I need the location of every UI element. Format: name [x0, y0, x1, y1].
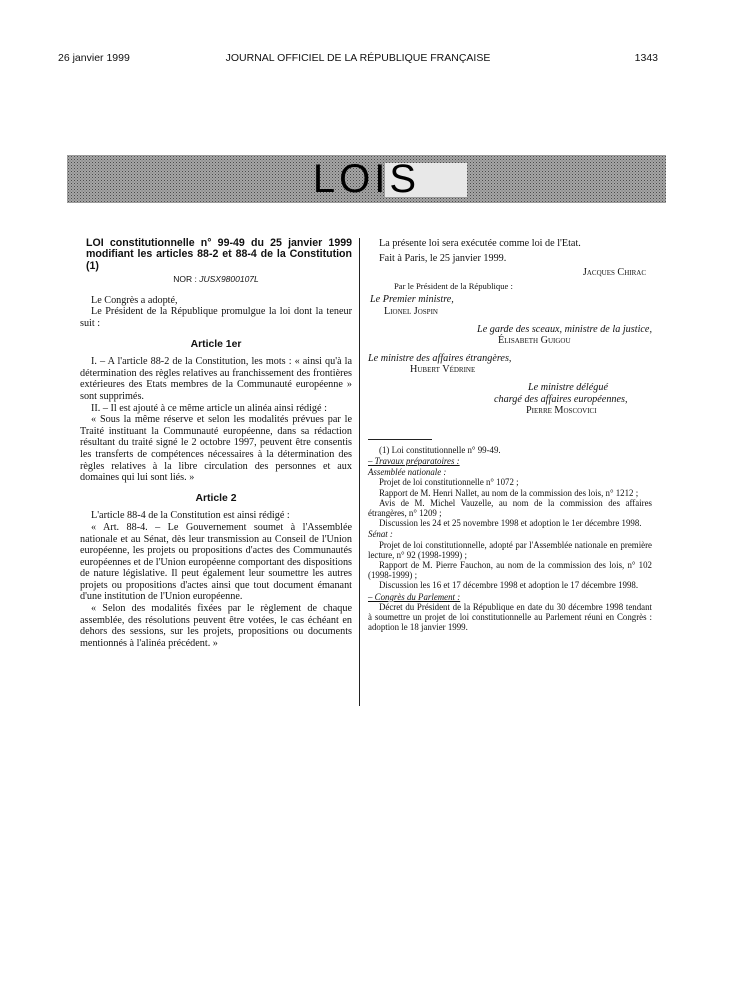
footnote-rule: [368, 439, 432, 440]
pm-title: Le Premier ministre,: [370, 294, 454, 306]
banner-label: LOIS: [312, 157, 421, 201]
senat-item: Projet de loi constitutionnelle, adopté par l'Assemblée nationale en première lecture, n° 92 (1998-1999) ;: [368, 539, 652, 560]
foreign-minister-signature: Hubert Védrine: [410, 364, 476, 376]
assemblee-item: Projet de loi constitutionnelle n° 1072 ;: [379, 477, 519, 488]
article-2-paragraph: « Art. 88-4. – Le Gouvernement soumet à l'Assemblée nationale et au Sénat, dès leur transmission au Conseil de l'Union européenne, les projets ou propositions d'actes des Communautés européennes et de l'Union européenne comportant des dispositions de nature législative. Il peut également leur soumettre les autres projets ou propositions d'actes ainsi que tout document émanant d'une institution de l'Union européenne.: [80, 521, 352, 603]
section-banner: [67, 155, 666, 203]
nor-code: JUSX9800107L: [199, 274, 259, 285]
article-2-paragraph: L'article 88-4 de la Constitution est ainsi rédigé :: [91, 510, 290, 522]
article-1-paragraph: II. – Il est ajouté à ce même article un alinéa ainsi rédigé :: [91, 402, 327, 414]
nor-label: NOR :: [173, 274, 197, 285]
law-title: LOI constitutionnelle n° 99-49 du 25 janvier 1999 modifiant les articles 88-2 et 88-4 de la Constitution (1): [86, 237, 352, 272]
execution-clause: La présente loi sera exécutée comme loi de l'Etat.: [379, 238, 581, 249]
article-2-paragraph: « Selon des modalités fixées par le règlement de chaque assemblée, des résolutions peuvent être votées, le cas échéant en dehors des sessions, sur les projets, propositions ou documents mentionnés à l'alinéa précédent. »: [80, 603, 352, 649]
right-column: [368, 238, 652, 632]
place-and-date: Fait à Paris, le 25 janvier 1999.: [379, 252, 507, 264]
by-president-line: Par le Président de la République :: [394, 280, 513, 291]
article-1-paragraph: I. – A l'article 88-2 de la Constitution, les mots : « ainsi qu'à la détermination des règles relatives au franchissement des frontières extérieures des Etats membres de la Communauté européenne » sont supprimés.: [80, 356, 352, 402]
pm-signature: Lionel Jospin: [384, 305, 438, 317]
signature-block: [368, 238, 652, 417]
senat-item: Rapport de M. Pierre Fauchon, au nom de la commission des lois, n° 102 (1998-1999) ;: [368, 559, 652, 581]
senat-item: Discussion les 16 et 17 décembre 1998 et adoption le 17 décembre 1998.: [379, 580, 639, 591]
header-date: 26 janvier 1999: [58, 52, 130, 64]
assemblee-heading: Assemblée nationale :: [368, 467, 447, 478]
foreign-minister-title: Le ministre des affaires étrangères,: [368, 352, 512, 364]
travaux-heading: – Travaux préparatoires :: [368, 455, 460, 466]
nor-reference: [80, 274, 352, 286]
header-journal-title: JOURNAL OFFICIEL DE LA RÉPUBLIQUE FRANÇAISE: [225, 52, 491, 64]
eu-minister-title-line-2: chargé des affaires européennes,: [494, 393, 628, 405]
footnote-1: (1) Loi constitutionnelle n° 99-49.: [379, 444, 501, 455]
page-header: [58, 52, 658, 66]
congres-heading: – Congrès du Parlement :: [368, 591, 461, 602]
assemblee-item: Avis de M. Michel Vauzelle, au nom de la commission des affaires étrangères, n° 1209 ;: [368, 497, 652, 518]
intro-paragraph: Le Congrès a adopté,: [91, 294, 178, 306]
justice-minister-title: Le garde des sceaux, ministre de la justice,: [477, 323, 652, 335]
left-column: [80, 238, 352, 649]
article-1-paragraph: « Sous la même réserve et selon les modalités prévues par le Traité instituant la Communauté européenne, dans sa rédaction résultant du traité signé le 2 octobre 1997, peuvent être consentis les transferts de compétences nécessaires à la détermination des règles relatives à la libre circulation des personnes et aux domaines qui lui sont liés. »: [80, 414, 352, 484]
senat-heading: Sénat :: [368, 529, 393, 540]
justice-minister-signature: Élisabeth Guigou: [498, 335, 571, 347]
assemblee-item: Discussion les 24 et 25 novembre 1998 et adoption le 1er décembre 1998.: [379, 518, 642, 529]
column-divider: [359, 238, 360, 706]
president-signature: Jacques Chirac: [582, 267, 646, 279]
footnotes: [368, 445, 652, 633]
intro-paragraph: Le Président de la République promulgue la loi dont la teneur suit :: [80, 306, 352, 329]
header-page-number: 1343: [634, 52, 658, 64]
eu-minister-signature: Pierre Moscovici: [526, 405, 597, 417]
article-2-title: Article 2: [195, 492, 237, 504]
assemblee-item: Rapport de M. Henri Nallet, au nom de la commission des lois, n° 1212 ;: [379, 487, 639, 498]
congres-item: Décret du Président de la République en date du 30 décembre 1998 tendant à soumettre un projet de loi constitutionnelle au Parlement réuni en Congrès : adoption le 18 janvier 1999.: [368, 601, 652, 633]
eu-minister-title-line-1: Le ministre délégué: [528, 381, 608, 393]
article-1-title: Article 1er: [190, 338, 242, 350]
